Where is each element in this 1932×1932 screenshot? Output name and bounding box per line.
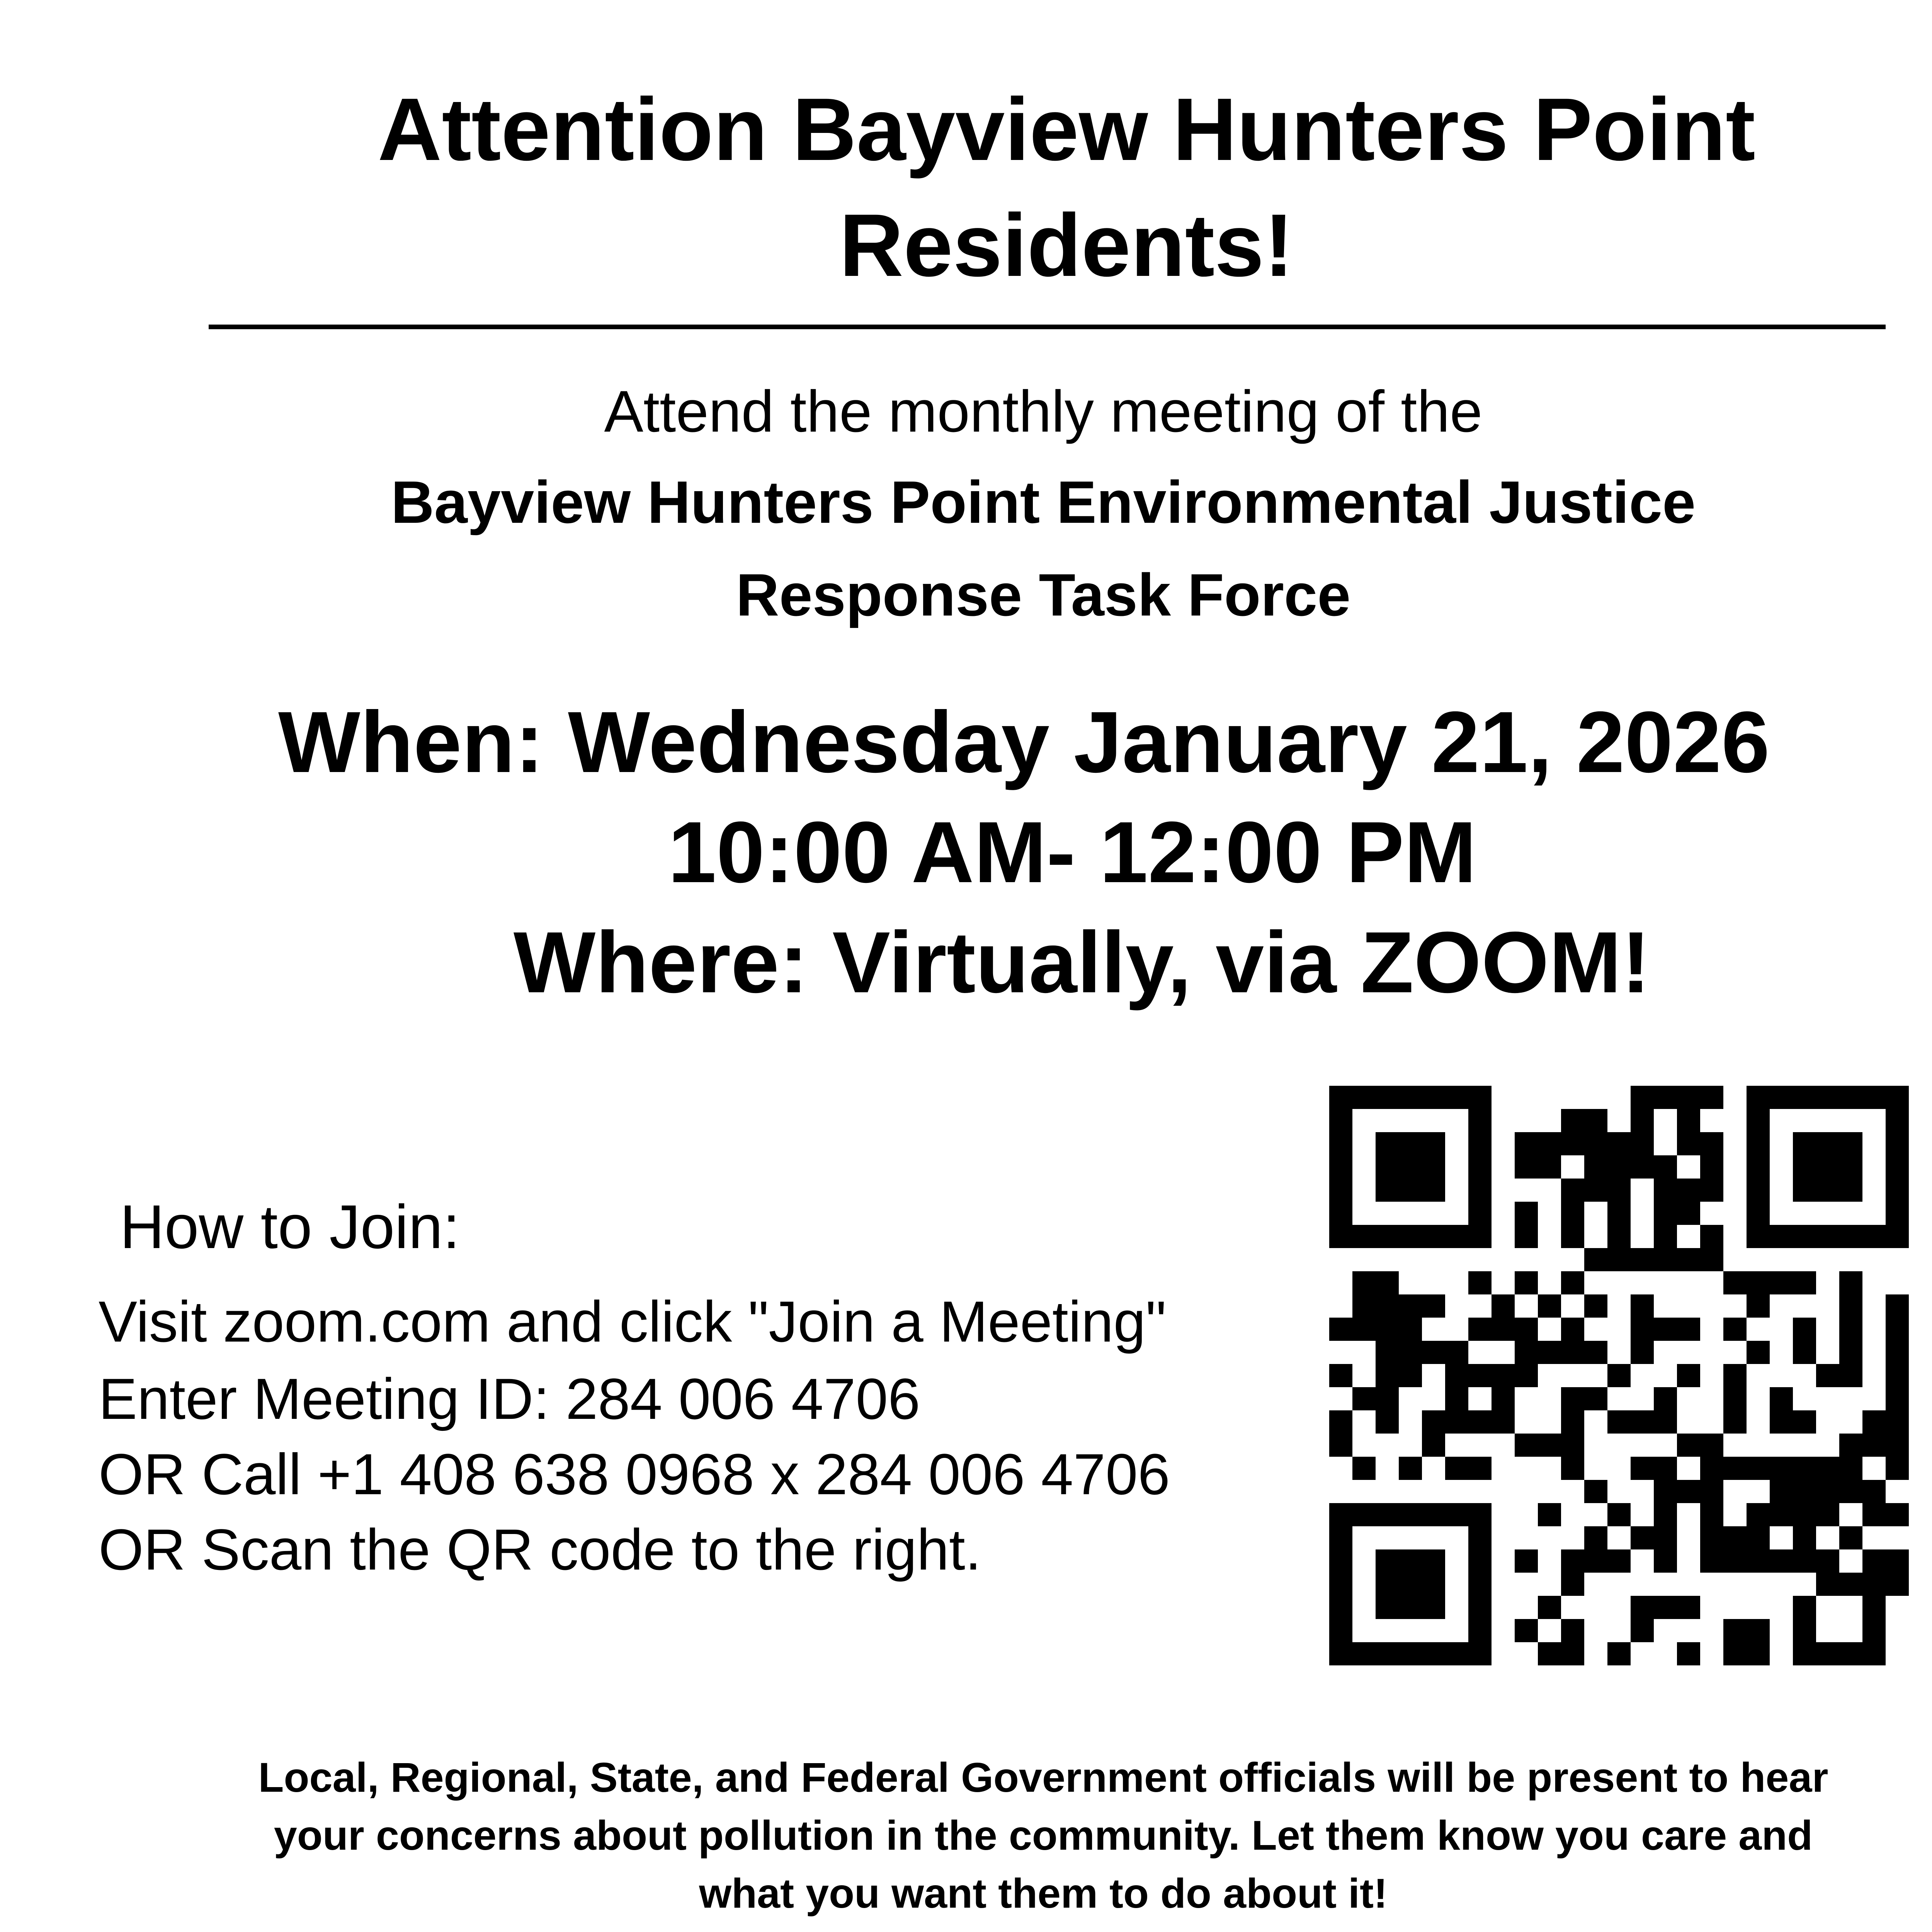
officials-line2: your concerns about pollution in the community. Let them know you care and [274,1812,1813,1859]
join-step-2: Enter Meeting ID: 284 006 4706 [99,1366,920,1431]
join-heading: How to Join: [120,1192,460,1261]
event-time: 10:00 AM- 12:00 PM [668,803,1477,901]
join-step-3: OR Call +1 408 638 0968 x 284 006 4706 [99,1442,1170,1507]
intro-line: Attend the monthly meeting of the [604,379,1483,444]
page-title-line1: Attention Bayview Hunters Point [378,80,1755,179]
qr-code-icon[interactable] [1329,1086,1909,1665]
page-title-line2: Residents! [839,196,1294,295]
join-step-1: Visit zoom.com and click "Join a Meeting" [99,1289,1167,1354]
top-divider [209,325,1886,329]
join-step-4: OR Scan the QR code to the right. [99,1517,981,1582]
event-where: Where: Virtually, via ZOOM! [513,913,1651,1011]
event-when: When: Wednesday January 21, 2026 [278,693,1770,791]
org-name-line2: Response Task Force [736,561,1351,628]
officials-line1: Local, Regional, State, and Federal Government officials will be present to hear [258,1754,1828,1801]
officials-line3: what you want them to do about it! [699,1870,1388,1917]
org-name-line1: Bayview Hunters Point Environmental Justice [391,469,1696,536]
